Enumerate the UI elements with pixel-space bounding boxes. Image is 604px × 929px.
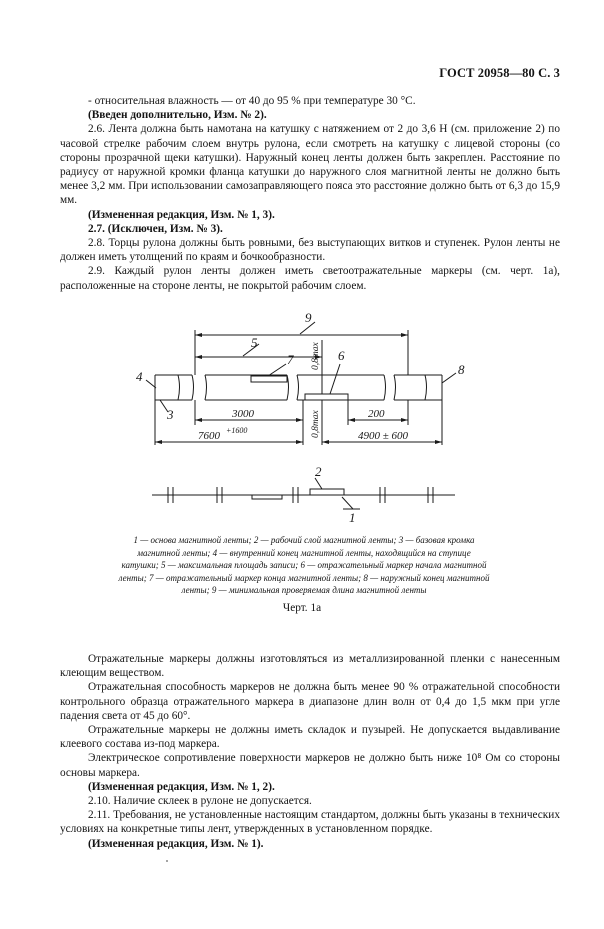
markers-reflectivity: Отражательная способность маркеров не должна быть менее 90 % отражательной способности контрольного образца отражательного маркера в диапазоне длин волн от 0,4 до 1,5 мкм при угле падения света от 45 до 60°.	[60, 681, 560, 722]
dim-3000: 3000	[232, 408, 254, 420]
scan-speck	[166, 860, 168, 862]
figure-label: Черт. 1а	[282, 602, 322, 614]
arrow	[348, 418, 355, 422]
arrow	[195, 355, 202, 359]
dim-7600: 7600	[198, 430, 220, 442]
clause-2-11: 2.11. Требования, не установленные настоящим стандартом, должны быть указаны в технических условиях на конкретные типы лент, утвержденных в установленном порядке.	[60, 809, 560, 836]
clause-2-9: 2.9. Каждый рулон ленты должен иметь светоотражательные маркеры (см. черт. 1а), расположенные на стороне ленты, не покрытой рабочим слоем.	[60, 265, 560, 292]
clause-2-6: 2.6. Лента должна быть намотана на катушку с натяжением от 2 до 3,6 Н (см. приложение 2) по часовой стрелке рабочим слоем внутрь рулона, если смотреть на катушку с лицевой стороны (со стороны прозрачной щеки катушки). Наружный конец ленты должен быть закреплен. Расстояние по радиусу от наружной кромки фланца катушки до наружного слоя магнитной ленты не должно быть менее 3,2 мм. При использовании самозаправляющего пояса это расстояние должно быть от 6,3 до 15,9 мм.	[60, 123, 560, 207]
amendment-note: (Измененная редакция, Изм. № 1).	[88, 837, 264, 850]
arrow	[296, 440, 303, 444]
marker-7	[251, 376, 287, 382]
leader	[442, 373, 456, 383]
tape-side-view	[152, 487, 455, 503]
figure-caption: 1 — основа магнитной ленты; 2 — рабочий слой магнитной ленты; 3 — базовая кромка магнитной ленты; 4 — внутренний конец магнитной ленты, находящийся на ступице катушки; 5 — максимальная площадь записи; 6 — отражательный маркер начала магнитной ленты; 7 — отражательный маркер конца магнитной ленты; 8 — наружный конец магнитной ленты; 9 — минимальная проверяемая длина магнитной ленты	[118, 535, 490, 596]
label-7: 7	[287, 352, 294, 367]
markers-defects: Отражательные маркеры не должны иметь складок и пузырей. Не допускается выдавливание клеевого состава из-под маркера.	[60, 724, 560, 751]
clause-2-8: 2.8. Торцы рулона должны быть ровными, без выступающих витков и ступенек. Рулон ленты не должен иметь утолщений по краям и бочкообразности.	[60, 237, 560, 264]
tape-strip	[155, 375, 442, 400]
label-8: 8	[458, 362, 465, 377]
markers-resistance: Электрическое сопротивление поверхности маркеров не должно быть ниже 10⁸ Ом со стороны основы маркера.	[60, 752, 560, 779]
page-header: ГОСТ 20958—80 С. 3	[439, 66, 560, 80]
label-6: 6	[338, 348, 345, 363]
humidity-line: - относительная влажность — от 40 до 95 % при температуре 30 °С.	[88, 95, 416, 107]
bottom-text-block	[60, 652, 560, 851]
label-3: 3	[167, 407, 174, 422]
clause-2-7: 2.7. (Исключен, Изм. № 3).	[88, 222, 223, 235]
tape-marker-drawing	[0, 300, 604, 525]
dim-200: 200	[368, 408, 385, 420]
dim-4900: 4900 ± 600	[358, 430, 409, 442]
leader	[342, 497, 353, 509]
dim-0-8max-bottom: 0,8max	[311, 410, 321, 438]
top-text-block	[60, 94, 560, 293]
leader	[330, 364, 340, 394]
arrow	[195, 333, 202, 337]
label-1: 1	[349, 510, 356, 525]
arrow	[155, 440, 162, 444]
markers-material: Отражательные маркеры должны изготовляться из металлизированной пленки с нанесенным клеющим веществом.	[60, 653, 560, 680]
arrow	[401, 418, 408, 422]
arrow	[435, 440, 442, 444]
leader	[268, 364, 286, 376]
label-5: 5	[251, 335, 258, 350]
arrow	[401, 333, 408, 337]
marker-6	[305, 394, 348, 400]
amendment-note: (Измененная редакция, Изм. № 1, 2).	[88, 780, 275, 793]
arrow	[195, 418, 202, 422]
amendment-note: (Измененная редакция, Изм. № 1, 3).	[88, 208, 275, 221]
clause-2-10: 2.10. Наличие склеек в рулоне не допускается.	[88, 795, 312, 808]
label-4: 4	[136, 369, 143, 384]
dim-0-8max-top: 0,8max	[311, 342, 321, 370]
arrow	[322, 440, 329, 444]
label-9: 9	[305, 310, 312, 325]
label-2: 2	[315, 464, 322, 479]
leader	[315, 478, 322, 489]
dim-7600-tolerance: +1600	[226, 426, 248, 435]
amendment-note: (Введен дополнительно, Изм. № 2).	[88, 109, 267, 122]
arrow	[296, 418, 303, 422]
